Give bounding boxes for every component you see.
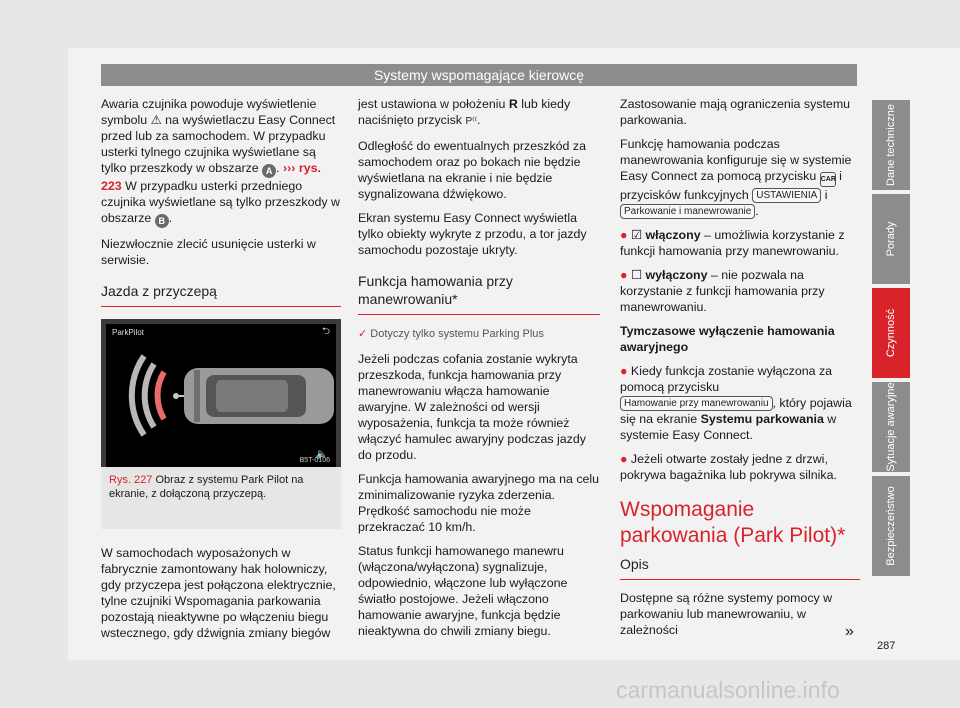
list-item: ● ☑ włączony – umożliwia korzystanie z funkcji hamowania przy manewrowaniu.	[620, 228, 845, 258]
equipment-note: ✓ Dotyczy tylko systemu Parking Plus	[358, 328, 544, 340]
paragraph: Funkcję hamowania podczas manewrowania konfiguruje się w systemie Easy Connect za pomocą przycisku CAR i przycisków funkcyjnych USTAWIENIA i Parkowanie i manewrowanie .	[620, 137, 852, 218]
figure-link[interactable]: rys. 223	[101, 161, 321, 193]
parking-maneuver-button[interactable]: Parkowanie i manewrowanie	[620, 204, 755, 219]
paragraph: W samochodach wyposażonych w fabrycznie zamontowany hak holowniczy, gdy przyczepa jest połączona elektrycznie, tylne czujniki Wspomagania parkowania pozostają nieaktywne po włączeniu biegu wstecznego, gdy dźwignia zmiany biegów	[101, 546, 336, 640]
page-number: 287	[877, 640, 896, 652]
paragraph: Zastosowanie mają ograniczenia systemu parkowania.	[620, 97, 851, 127]
page-header: Systemy wspomagające kierowcę	[101, 64, 857, 86]
paragraph: Awaria czujnika powoduje wyświetlenie symbolu ⚠ na wyświetlaczu Easy Connect przed lub za samochodem. W przypadku usterki tylnego czujnika wyświetlane są tylko przeszkody w obszarze A . ››› rys. 223 W przypadku usterki przedniego czujnika wyświetlane są tylko przeszkody w obszarze B .	[101, 97, 340, 226]
tab-czynnosc[interactable]: Czynność	[872, 288, 910, 378]
list-item: ● ☐ wyłączony – nie pozwala na korzystanie z funkcji hamowania przy manewrowaniu.	[620, 268, 825, 314]
section-heading: Opis	[620, 555, 860, 580]
subheading: Tymczasowe wyłączenie hamowania awaryjnego	[620, 324, 835, 354]
paragraph: Funkcja hamowania awaryjnego ma na celu zminimalizowanie ryzyka zderzenia. Prędkość samochodu nie może przekraczać 10 km/h.	[358, 472, 600, 534]
paragraph: Jeżeli podczas cofania zostanie wykryta przeszkoda, funkcja hamowania przy manewrowaniu włącza hamowanie awaryjne. W zależności od wersji wyposażenia, funkcja ta może również włączyć hamulec awaryjny podczas jazdy do przodu.	[358, 352, 586, 462]
column-3	[620, 96, 860, 646]
paragraph: Odległość do ewentualnych przeszkód za samochodem oraz po bokach nie będzie wyświetlana na ekranie i nie będzie sygnalizowana dźwiękowo.	[358, 139, 586, 201]
marker-b: B	[155, 214, 169, 228]
continue-arrow: »	[845, 623, 854, 640]
tab-sytuacje-awaryjne[interactable]: Sytuacje awaryjne	[872, 382, 910, 472]
back-icon: ⮌	[321, 326, 330, 337]
check-icon: ✓	[358, 328, 368, 340]
paragraph: Dostępne są różne systemy pomocy w parkowaniu lub manewrowaniu, w zależności	[620, 591, 833, 637]
paragraph: Niezwłocznie zlecić usunięcie usterki w serwisie.	[101, 237, 316, 267]
list-item: ● Kiedy funkcja zostanie wyłączona za pomocą przycisku Hamowanie przy manewrowaniu , który pojawia się na ekranie Systemu parkowania w systemie Easy Connect.	[620, 364, 852, 442]
screen-title: ParkPilot	[112, 328, 145, 337]
maneuver-brake-button[interactable]: Hamowanie przy manewrowaniu	[620, 396, 773, 411]
figure-caption: Rys. 227 Obraz z systemu Park Pilot na ekranie, z dołączoną przyczepą.	[101, 467, 341, 529]
paragraph: Ekran systemu Easy Connect wyświetla tylko obiekty wykryte z przodu, a tor jazdy samochodu pozostaje ukryty.	[358, 211, 587, 257]
caption-label: Rys. 227	[109, 474, 153, 486]
tab-porady[interactable]: Porady	[872, 194, 910, 284]
checkbox-empty-icon: ☐	[630, 268, 643, 282]
cross-ref-arrow: ›››	[283, 161, 296, 175]
section-heading: Funkcja hamowania przy manewrowaniu*	[358, 272, 600, 315]
chapter-heading: Wspomaganie parkowania (Park Pilot)*	[620, 498, 846, 547]
column-1	[101, 96, 341, 649]
section-heading: Jazda z przyczepą	[101, 282, 341, 307]
side-tabs	[872, 100, 910, 580]
watermark: carmanualsonline.info	[616, 677, 840, 703]
warning-icon: ⚠	[150, 113, 162, 127]
paragraph: Status funkcji hamowanego manewru (włączona/wyłączona) sygnalizuje, odpowiednio, włączone lub wyłączone światło postojowe. Jeżeli włączono hamowanie awaryjne, funkcja będzie nieaktywna do chwili zmiany biegu.	[358, 544, 568, 638]
car-illustration	[106, 324, 336, 467]
tab-dane-techniczne[interactable]: Dane techniczne	[872, 100, 910, 190]
figure-code: B5T-0106	[299, 457, 330, 464]
figure	[101, 319, 341, 529]
parking-button-icon: P⁽⁽	[465, 116, 478, 127]
car-button[interactable]: CAR	[820, 172, 836, 187]
settings-button[interactable]: USTAWIENIA	[752, 188, 821, 203]
sound-icon: 🔈	[315, 449, 328, 460]
paragraph: jest ustawiona w położeniu R lub kiedy naciśnięto przycisk P⁽⁽.	[358, 97, 571, 127]
list-item: ● Jeżeli otwarte zostały jedne z drzwi, pokrywa bagażnika lub pokrywa silnika.	[620, 452, 837, 482]
tab-bezpieczenstwo[interactable]: Bezpieczeństwo	[872, 476, 910, 576]
column-2	[358, 96, 600, 647]
parkpilot-screen	[106, 324, 336, 467]
checkbox-checked-icon: ☑	[630, 228, 643, 242]
marker-a: A	[262, 164, 276, 178]
